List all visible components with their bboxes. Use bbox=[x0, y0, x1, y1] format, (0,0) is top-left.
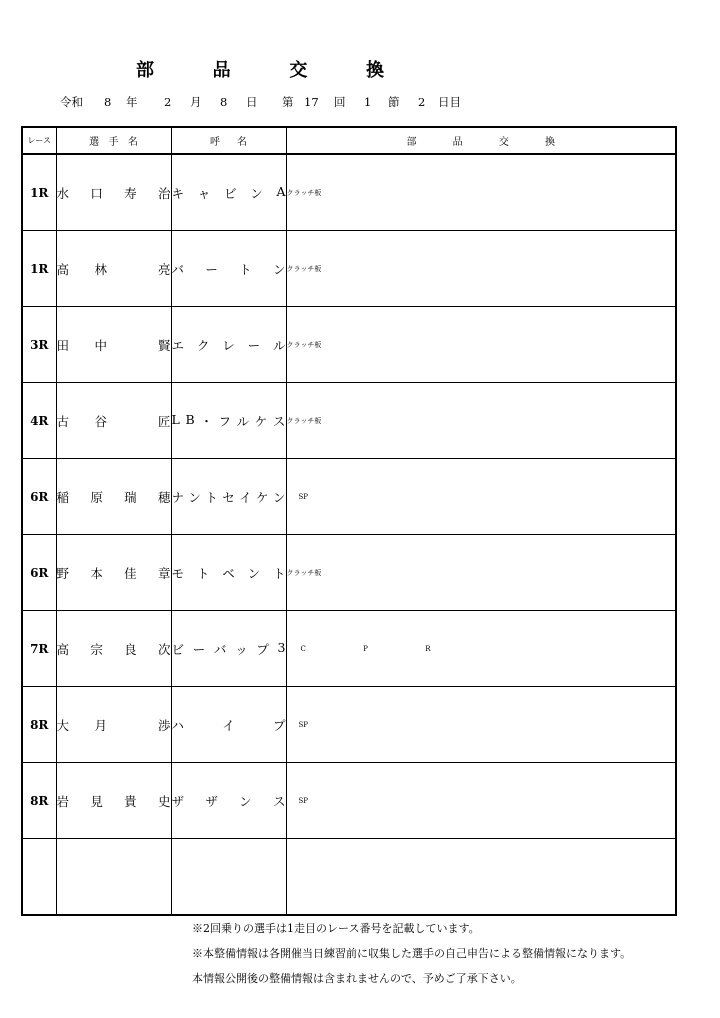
player-name-char: 田 bbox=[56, 337, 70, 353]
part-code: C bbox=[300, 644, 306, 653]
player-name-char: 高 bbox=[56, 261, 70, 277]
player-name bbox=[56, 687, 171, 763]
call-name-char: ス bbox=[272, 413, 286, 429]
table-row bbox=[22, 611, 676, 687]
header-char: 品 bbox=[452, 137, 463, 148]
player-name-char: 史 bbox=[157, 793, 171, 809]
date-line bbox=[60, 93, 461, 111]
race-number: 3R bbox=[22, 307, 56, 383]
call-name-char: 3 bbox=[277, 639, 286, 655]
header-char: 呼 bbox=[210, 137, 220, 148]
player-name-char: 高 bbox=[56, 641, 70, 657]
title-char: 換 bbox=[365, 60, 384, 81]
title-char: 部 bbox=[136, 60, 154, 81]
note-line: 本情報公開後の整備情報は含まれませんので、予めご了承下さい。 bbox=[192, 972, 522, 985]
title-char: 交 bbox=[289, 60, 308, 81]
call-name-char: ン bbox=[188, 489, 201, 505]
player-name-char: 大 bbox=[56, 717, 70, 733]
part-code: P bbox=[363, 644, 368, 653]
table-row bbox=[22, 459, 676, 535]
header-race: レース bbox=[22, 127, 56, 154]
call-name-char: エ bbox=[171, 337, 185, 353]
table-row bbox=[22, 535, 676, 611]
call-name-char: セ bbox=[222, 489, 235, 505]
call-name bbox=[171, 687, 286, 763]
player-name-char: 次 bbox=[157, 641, 171, 657]
player-name-char: 本 bbox=[90, 565, 103, 581]
call-name-char: ン bbox=[239, 793, 252, 809]
player-name bbox=[56, 839, 171, 916]
player-name-char: 賢 bbox=[157, 337, 171, 353]
call-name-char: プ bbox=[272, 717, 286, 733]
call-name-char: バ bbox=[171, 261, 185, 277]
parts-exchange-table bbox=[21, 126, 677, 916]
part-name: SP bbox=[298, 720, 309, 729]
call-name-char: B bbox=[185, 411, 195, 427]
era: 令和 bbox=[60, 95, 83, 109]
player-name-char: 穂 bbox=[157, 489, 171, 505]
note-line: ※2回乗りの選手は1走目のレース番号を記載しています。 bbox=[192, 922, 480, 935]
player-name bbox=[56, 231, 171, 307]
parts-exchanged bbox=[286, 611, 676, 687]
player-name-char: 見 bbox=[90, 793, 103, 809]
parts-exchanged bbox=[286, 154, 676, 231]
race-number: 6R bbox=[22, 535, 56, 611]
table-row bbox=[22, 687, 676, 763]
header-char: 選 bbox=[89, 137, 100, 148]
parts-exchanged bbox=[286, 763, 676, 839]
call-name-char: レ bbox=[222, 337, 235, 353]
call-name-char: モ bbox=[171, 565, 185, 581]
month: 2 bbox=[164, 95, 172, 109]
call-name-char: ン bbox=[272, 489, 286, 505]
call-name bbox=[171, 763, 286, 839]
race-number: 6R bbox=[22, 459, 56, 535]
player-name-char: 水 bbox=[56, 185, 70, 201]
player-name bbox=[56, 611, 171, 687]
call-name-char: ャ bbox=[197, 185, 211, 201]
note-line: ※本整備情報は各開催当日練習前に収集した選手の自己申告による整備情報になります。 bbox=[192, 947, 632, 960]
nichime: 日目 bbox=[438, 95, 461, 109]
call-name-char: ス bbox=[272, 793, 286, 809]
player-name-char: 岩 bbox=[56, 793, 70, 809]
player-name bbox=[56, 307, 171, 383]
document-title bbox=[130, 54, 390, 84]
part-name: SP bbox=[298, 796, 309, 805]
title-char: 品 bbox=[212, 60, 231, 81]
player-name-char: 良 bbox=[124, 641, 137, 657]
call-name-char: ケ bbox=[256, 489, 269, 505]
parts-exchanged bbox=[286, 383, 676, 459]
call-name-char: A bbox=[276, 183, 286, 199]
call-name-char: ク bbox=[196, 337, 210, 353]
player-name-char: 月 bbox=[94, 717, 108, 733]
race-number: 4R bbox=[22, 383, 56, 459]
call-name-char: ル bbox=[236, 413, 250, 429]
player-name-char: 古 bbox=[56, 413, 70, 429]
call-name bbox=[171, 535, 286, 611]
setsu-no: 1 bbox=[364, 95, 372, 109]
day-no: 2 bbox=[418, 95, 426, 109]
part-name: SP bbox=[298, 492, 309, 501]
player-name bbox=[56, 763, 171, 839]
call-name bbox=[171, 383, 286, 459]
year: 8 bbox=[104, 95, 112, 109]
call-name bbox=[171, 459, 286, 535]
call-name-char: ン bbox=[272, 261, 286, 277]
call-name-char: ト bbox=[205, 489, 218, 505]
call-name bbox=[171, 307, 286, 383]
part-name: クラッチ板 bbox=[286, 188, 322, 197]
call-name bbox=[171, 154, 286, 231]
player-name-char: 匠 bbox=[157, 413, 171, 429]
call-name-char: ト bbox=[272, 565, 286, 581]
parts-exchanged bbox=[286, 231, 676, 307]
player-name bbox=[56, 154, 171, 231]
call-name-char: ハ bbox=[171, 717, 185, 733]
day: 8 bbox=[220, 95, 228, 109]
player-name-char: 亮 bbox=[157, 261, 171, 277]
part-name: クラッチ板 bbox=[286, 264, 322, 273]
meet-no: 17 bbox=[304, 95, 319, 109]
player-name-char: 谷 bbox=[94, 413, 108, 429]
header-row bbox=[22, 127, 676, 154]
table-row bbox=[22, 839, 676, 916]
kai: 回 bbox=[334, 95, 346, 109]
parts-exchanged bbox=[286, 535, 676, 611]
year-unit: 年 bbox=[126, 95, 138, 109]
call-name-char: ザ bbox=[205, 793, 218, 809]
player-name-char: 瑞 bbox=[124, 489, 137, 505]
part-name: クラッチ板 bbox=[286, 416, 322, 425]
header-char: 交 bbox=[498, 137, 509, 148]
call-name-char: フ bbox=[218, 413, 231, 429]
call-name-char: ト bbox=[196, 565, 210, 581]
table-row bbox=[22, 231, 676, 307]
player-name-char: 中 bbox=[94, 337, 108, 353]
player-name-char: 貴 bbox=[124, 793, 137, 809]
player-name bbox=[56, 459, 171, 535]
call-name-char: ー bbox=[247, 337, 261, 353]
call-name-char: ッ bbox=[235, 641, 248, 657]
call-name-char: イ bbox=[222, 717, 235, 733]
parts-exchanged bbox=[286, 687, 676, 763]
player-name-char: 宗 bbox=[90, 641, 103, 657]
parts-exchanged bbox=[286, 307, 676, 383]
race-number: 7R bbox=[22, 611, 56, 687]
player-name-char: 渉 bbox=[157, 717, 171, 733]
player-name-char: 口 bbox=[90, 185, 103, 201]
player-name-char: 佳 bbox=[124, 565, 137, 581]
call-name-char: ン bbox=[247, 565, 261, 581]
parts-exchanged bbox=[286, 459, 676, 535]
player-name-char: 治 bbox=[157, 185, 171, 201]
day-unit: 日 bbox=[246, 95, 258, 109]
player-name bbox=[56, 383, 171, 459]
part-code: R bbox=[425, 644, 431, 653]
call-name-char: ビ bbox=[171, 641, 185, 657]
call-name-char: ン bbox=[250, 185, 263, 201]
call-name-char: ー bbox=[205, 261, 218, 277]
header-char: 名 bbox=[127, 137, 138, 148]
call-name-char: ー bbox=[192, 641, 206, 657]
setsu: 節 bbox=[388, 95, 400, 109]
table-row bbox=[22, 154, 676, 231]
table-row bbox=[22, 383, 676, 459]
table-row bbox=[22, 763, 676, 839]
call-name bbox=[171, 231, 286, 307]
race-number bbox=[22, 839, 56, 916]
player-name bbox=[56, 535, 171, 611]
header-player bbox=[56, 127, 171, 154]
month-unit: 月 bbox=[190, 95, 202, 109]
race-number: 8R bbox=[22, 687, 56, 763]
race-number: 8R bbox=[22, 763, 56, 839]
call-name-char: ナ bbox=[171, 489, 185, 505]
player-name-char: 章 bbox=[157, 565, 171, 581]
header-char: 名 bbox=[237, 137, 247, 148]
player-name-char: 稲 bbox=[56, 489, 70, 505]
call-name-char: ベ bbox=[222, 565, 235, 581]
call-name-char: ト bbox=[239, 261, 252, 277]
part-name: クラッチ板 bbox=[286, 340, 322, 349]
table-row bbox=[22, 307, 676, 383]
header-parts bbox=[286, 127, 676, 154]
call-name bbox=[171, 611, 286, 687]
race-number: 1R bbox=[22, 231, 56, 307]
header-callname bbox=[171, 127, 286, 154]
call-name-char: ケ bbox=[254, 413, 268, 429]
part-name: クラッチ板 bbox=[286, 568, 322, 577]
call-name bbox=[171, 839, 286, 916]
call-name-char: バ bbox=[213, 641, 227, 657]
call-name-char: イ bbox=[239, 489, 252, 505]
header-char: 部 bbox=[406, 137, 417, 148]
call-name-char: プ bbox=[256, 641, 269, 657]
parts-exchanged bbox=[286, 839, 676, 916]
header-char: 換 bbox=[544, 137, 555, 148]
player-name-char: 寿 bbox=[124, 185, 137, 201]
call-name-char: ・ bbox=[200, 413, 213, 429]
dai: 第 bbox=[282, 95, 294, 109]
player-name-char: 野 bbox=[56, 565, 70, 581]
player-name-char: 林 bbox=[94, 261, 108, 277]
notes bbox=[192, 916, 631, 991]
call-name-char: L bbox=[171, 411, 180, 427]
race-number: 1R bbox=[22, 154, 56, 231]
player-name-char: 原 bbox=[90, 489, 103, 505]
call-name-char: キ bbox=[171, 185, 185, 201]
call-name-char: ザ bbox=[171, 793, 185, 809]
call-name-char: ビ bbox=[223, 185, 237, 201]
header-char: 手 bbox=[108, 137, 119, 148]
call-name-char: ル bbox=[272, 337, 286, 353]
